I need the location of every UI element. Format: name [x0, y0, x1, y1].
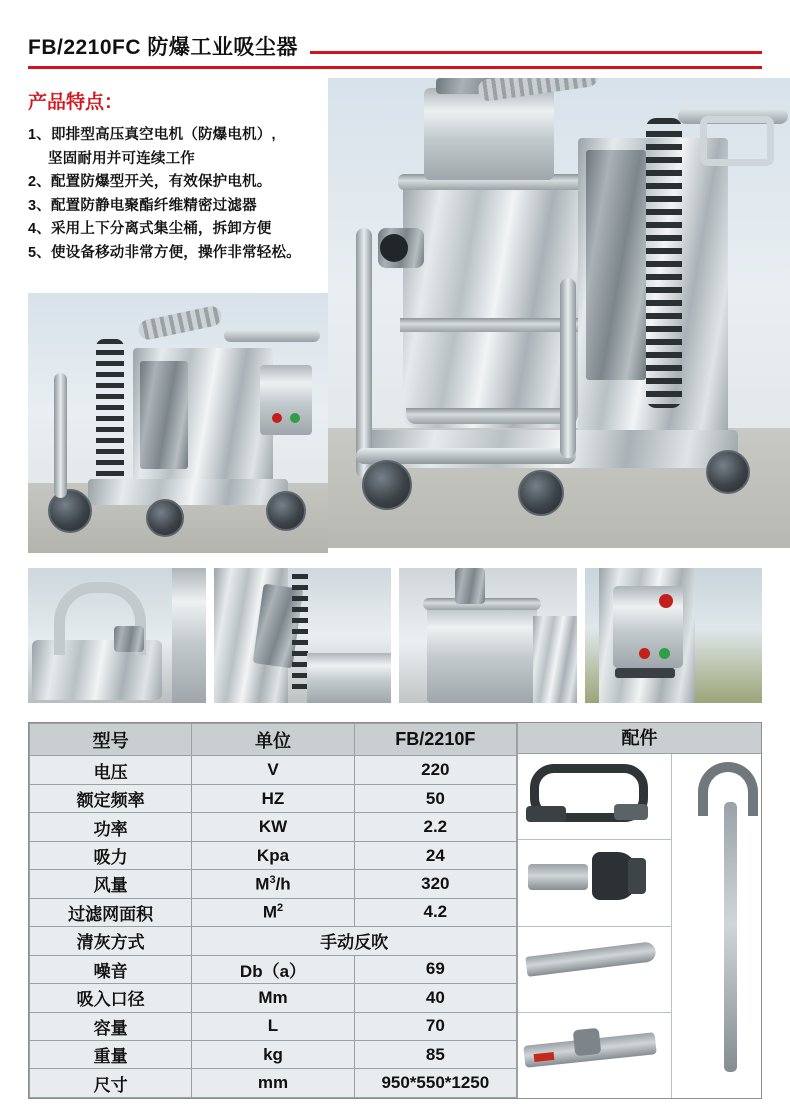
spec-unit: Kpa: [192, 841, 354, 869]
header-unit: 单位: [192, 724, 354, 756]
feature-number: 5、: [28, 244, 51, 261]
spec-name: 额定频率: [30, 784, 192, 812]
accessory-header: 配件: [518, 723, 761, 754]
specification-table: [29, 723, 517, 1098]
feature-number: 4、: [28, 221, 51, 238]
feature-number: 3、: [28, 197, 51, 214]
table-row: [30, 955, 517, 983]
features-block: [28, 87, 762, 265]
thumbnail-dust-bin[interactable]: [399, 568, 577, 703]
spec-value: 85: [354, 1040, 516, 1068]
accessory-hose: [518, 754, 671, 840]
spec-name: 过滤网面积: [30, 898, 192, 926]
spec-name: 噪音: [30, 955, 192, 983]
spec-value: 50: [354, 784, 516, 812]
table-row: [30, 1040, 517, 1068]
feature-text-cont: 坚固耐用并可连续工作: [48, 150, 195, 167]
header-underline: [28, 66, 762, 69]
thumbnail-control-box[interactable]: [585, 568, 763, 703]
spec-value: 手动反吹: [192, 927, 517, 955]
spec-unit: L: [192, 1012, 354, 1040]
spec-value: 4.2: [354, 898, 516, 926]
table-row: [30, 898, 517, 926]
detail-thumbnail-strip: [28, 568, 762, 703]
spec-name: 功率: [30, 813, 192, 841]
spec-name: 重量: [30, 1040, 192, 1068]
feature-item: [28, 195, 762, 218]
feature-text: 即排型高压真空电机（防爆电机）,: [50, 127, 276, 144]
feature-text: 采用上下分离式集尘桶，拆卸方便: [50, 221, 272, 238]
accessory-bent-wand: [671, 754, 761, 1098]
accessory-body: [518, 754, 761, 1098]
features-title: 产品特点：: [28, 92, 124, 114]
feature-item: [28, 242, 762, 265]
spec-value: 320: [354, 870, 516, 898]
feature-number: 1、: [28, 127, 51, 144]
unit-tail: /h: [275, 874, 291, 894]
table-row: [30, 756, 517, 784]
accessory-round-brush: [518, 840, 671, 926]
spec-unit: HZ: [192, 784, 354, 812]
feature-item: [28, 218, 762, 241]
accessory-panel: [517, 723, 761, 1098]
thumbnail-inlet-elbow[interactable]: [28, 568, 206, 703]
spec-unit: Mm: [192, 984, 354, 1012]
table-row: [30, 784, 517, 812]
table-header-row: [30, 724, 517, 756]
unit-superscript: 2: [277, 902, 284, 915]
spec-value: 70: [354, 1012, 516, 1040]
spec-name: 尺寸: [30, 1069, 192, 1098]
table-row: [30, 1012, 517, 1040]
header-model: 型号: [30, 724, 192, 756]
table-row: [30, 1069, 517, 1098]
feature-item: [28, 171, 762, 194]
unit-base: M: [255, 874, 270, 894]
table-row: [30, 927, 517, 955]
unit-superscript: 3: [269, 873, 276, 886]
specification-section: [28, 722, 762, 1099]
feature-item: [28, 124, 762, 171]
spec-unit: V: [192, 756, 354, 784]
spec-unit: [192, 870, 354, 898]
spec-name: 电压: [30, 756, 192, 784]
spec-name: 吸力: [30, 841, 192, 869]
feature-number: 2、: [28, 174, 51, 191]
thumbnail-motor-side[interactable]: [214, 568, 392, 703]
header-value: FB/2210F: [354, 724, 516, 756]
spec-unit: kg: [192, 1040, 354, 1068]
spec-unit: Db（a）: [192, 955, 354, 983]
table-row: [30, 984, 517, 1012]
spec-unit: [192, 898, 354, 926]
spec-name: 风量: [30, 870, 192, 898]
page-header: [28, 0, 762, 59]
accessory-crevice-tool: [518, 927, 671, 1013]
table-row: [30, 841, 517, 869]
spec-value: 2.2: [354, 813, 516, 841]
side-photo-background: [28, 293, 328, 553]
spec-name: 吸入口径: [30, 984, 192, 1012]
spec-name: 容量: [30, 1012, 192, 1040]
spec-unit: KW: [192, 813, 354, 841]
table-row: [30, 870, 517, 898]
spec-unit: mm: [192, 1069, 354, 1098]
side-machine-photo: [28, 293, 328, 553]
feature-text: 使设备移动非常方便，操作非常轻松。: [50, 244, 301, 261]
accessory-floor-brush: [518, 1013, 671, 1098]
feature-text: 配置防爆型开关，有效保护电机。: [50, 174, 272, 191]
header-rule-right: [310, 51, 762, 54]
page-title: FB/2210FC 防爆工业吸尘器: [28, 36, 298, 59]
spec-value: 24: [354, 841, 516, 869]
spec-value: 40: [354, 984, 516, 1012]
spec-value: 950*550*1250: [354, 1069, 516, 1098]
spec-value: 69: [354, 955, 516, 983]
table-row: [30, 813, 517, 841]
accessory-image-column: [518, 754, 671, 1098]
feature-text: 配置防静电聚酯纤维精密过滤器: [50, 197, 257, 214]
spec-name: 清灰方式: [30, 927, 192, 955]
spec-value: 220: [354, 756, 516, 784]
unit-base: M: [262, 902, 278, 922]
